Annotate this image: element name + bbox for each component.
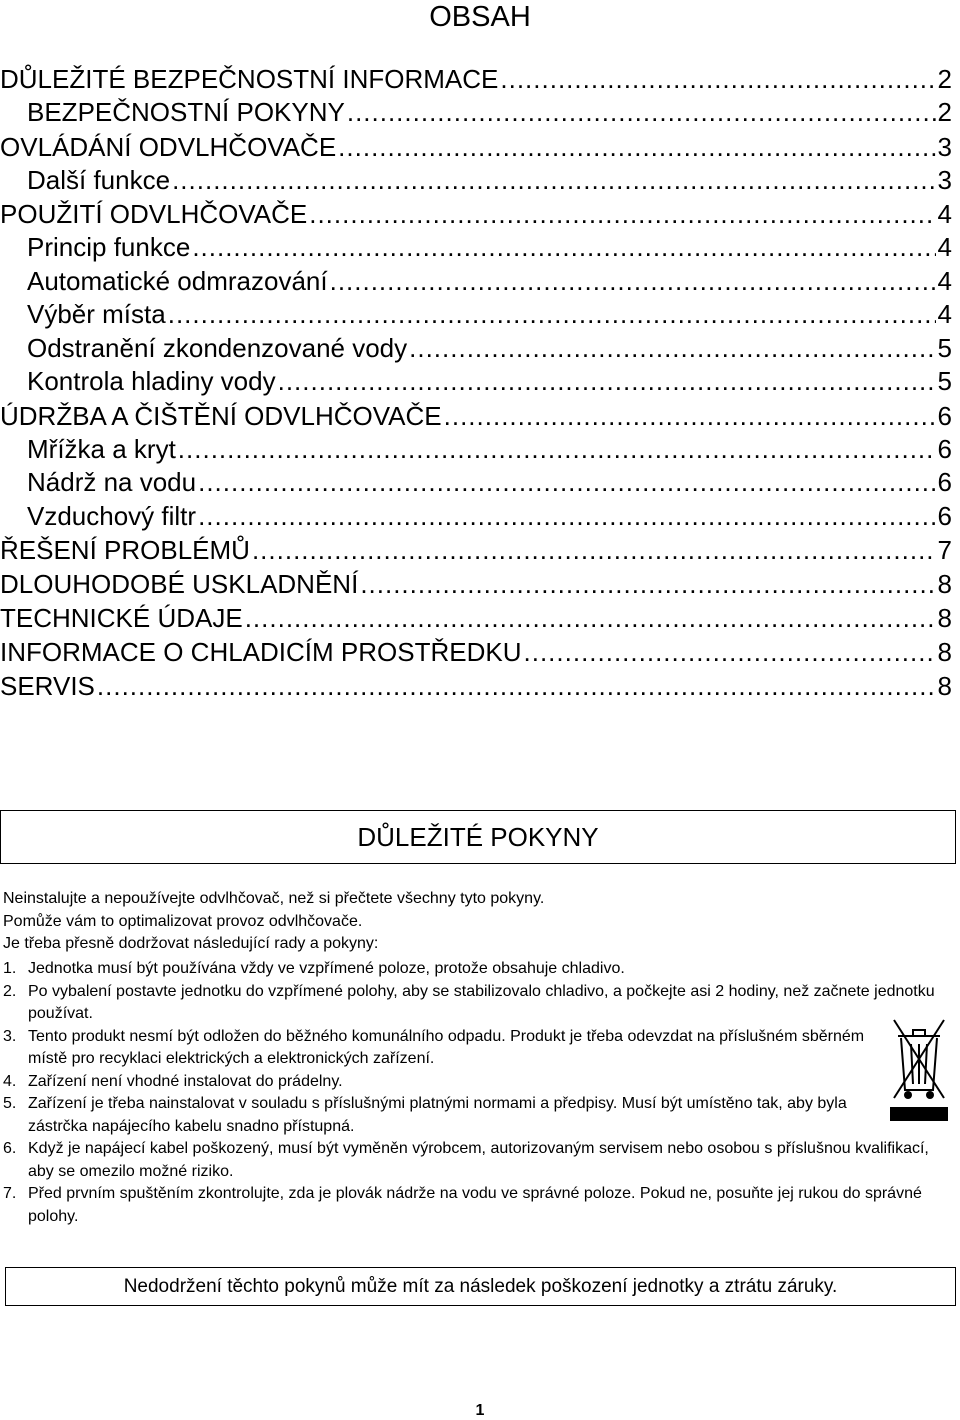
toc-leader-dots: [198, 466, 935, 500]
toc-entry-page: 4: [937, 232, 952, 262]
toc-entry[interactable]: [0, 399, 952, 433]
toc-entry[interactable]: [0, 466, 952, 500]
toc-entry-page: 8: [937, 569, 952, 599]
instruction-item: [0, 1138, 940, 1183]
toc-leader-dots: [409, 332, 935, 366]
toc-entry-label: Vzduchový filtr: [27, 500, 197, 531]
toc-entry-label: ÚDRŽBA A ČIŠTĚNÍ ODVLHČOVAČE: [0, 400, 442, 431]
toc-entry-label: Další funkce: [27, 164, 171, 195]
instruction-item: [0, 1026, 940, 1071]
toc-leader-dots: [347, 96, 936, 130]
instruction-text: Po vybalení postavte jednotku do vzpřímené polohy, aby se stabilizovalo chladivo, a počkejte asi 2 hodiny, než začnete jednotku používat.: [28, 982, 935, 1022]
toc-entry-label: DŮLEŽITÉ BEZPEČNOSTNÍ INFORMACE: [0, 64, 499, 94]
section-heading: DŮLEŽITÉ POKYNY: [0, 810, 956, 864]
instruction-text: Tento produkt nesmí být odložen do běžného komunálního odpadu. Produkt je třeba odevzdat na příslušném sběrném místě pro recyklaci elektrických a elektronických zařízení.: [28, 1027, 865, 1067]
toc-entry-page: 8: [937, 603, 952, 633]
toc-leader-dots: [338, 130, 935, 164]
instruction-text: Jednotka musí být používána vždy ve vzpřímené poloze, protože obsahuje chladivo.: [28, 960, 625, 977]
toc-entry-label: Automatické odmrazování: [27, 265, 328, 296]
warning-box: Nedodržení těchto pokynů může mít za následek poškození jednotky a ztrátu záruky.: [5, 1267, 956, 1306]
toc-entry-page: 5: [937, 366, 952, 396]
toc-entry-page: 6: [937, 400, 952, 431]
toc-leader-dots: [252, 533, 936, 567]
toc-entry-label: DLOUHODOBÉ USKLADNĚNÍ: [0, 569, 359, 599]
page-number: 1: [475, 1402, 485, 1419]
toc-entry-label: BEZPEČNOSTNÍ POKYNY: [27, 97, 345, 127]
instruction-text: Zařízení není vhodné instalovat do prádelny.: [28, 1072, 343, 1090]
toc-entry[interactable]: [0, 365, 952, 399]
toc-entry[interactable]: [0, 533, 952, 567]
toc-entry-label: Odstranění zkondenzované vody: [27, 332, 408, 363]
toc-entry-page: 7: [937, 535, 952, 565]
toc-leader-dots: [178, 433, 936, 467]
toc-entry-label: SERVIS: [0, 671, 95, 701]
toc-leader-dots: [172, 164, 935, 198]
instruction-number: 2.: [3, 982, 17, 1000]
toc-entry-label: ŘEŠENÍ PROBLÉMŮ: [0, 535, 250, 565]
instruction-number: 1.: [3, 960, 17, 977]
toc-entry-page: 8: [937, 637, 952, 667]
toc-entry[interactable]: [0, 500, 952, 534]
toc-entry-label: Výběr místa: [27, 299, 166, 329]
instruction-item: [0, 1071, 940, 1094]
toc-entry-page: 6: [937, 433, 952, 464]
toc-entry[interactable]: [0, 130, 952, 164]
instruction-item: [0, 981, 940, 1026]
toc-entry-label: Kontrola hladiny vody: [27, 366, 276, 396]
toc-entry-page: 3: [937, 131, 952, 162]
instruction-item: [0, 1093, 940, 1138]
toc-entry[interactable]: [0, 601, 952, 635]
toc-entry[interactable]: [0, 96, 952, 130]
toc-entry-page: 4: [937, 265, 952, 296]
toc-leader-dots: [192, 231, 935, 265]
toc-entry-page: 4: [937, 199, 952, 229]
toc-entry-page: 3: [937, 164, 952, 195]
toc-entry[interactable]: [0, 635, 952, 669]
toc-entry-label: Mřížka a kryt: [27, 433, 176, 464]
toc-entry-label: OVLÁDÁNÍ ODVLHČOVAČE: [0, 131, 337, 162]
toc-entry[interactable]: [0, 433, 952, 467]
instruction-number: 4.: [3, 1072, 17, 1090]
toc-entry-page: 2: [937, 64, 952, 94]
toc-entry-label: POUŽITÍ ODVLHČOVAČE: [0, 199, 308, 229]
toc-entry-label: Princip funkce: [27, 232, 191, 262]
instruction-text: Před prvním spuštěním zkontrolujte, zda je plovák nádrže na vodu ve správné poloze. Pokud ne, posuňte jej rukou do správné polohy.: [28, 1185, 922, 1225]
instruction-item: [0, 958, 940, 981]
crossed-out-wheeled-bin-icon: [888, 1018, 950, 1123]
toc-leader-dots: [330, 265, 936, 299]
toc-entry[interactable]: [0, 567, 952, 601]
toc-entry-label: Nádrž na vodu: [27, 467, 197, 497]
toc-entry[interactable]: [0, 669, 952, 703]
toc-leader-dots: [168, 298, 936, 332]
toc-entry-page: 6: [937, 467, 952, 497]
toc-entry-label: INFORMACE O CHLADICÍM PROSTŘEDKU: [0, 637, 522, 667]
page-title: OBSAH: [429, 1, 531, 33]
toc-entry[interactable]: [0, 62, 952, 96]
instruction-number: 3.: [3, 1027, 17, 1045]
instruction-number: 7.: [3, 1185, 17, 1202]
toc-entry[interactable]: [0, 231, 952, 265]
toc-leader-dots: [524, 635, 936, 669]
intro-text: [3, 888, 544, 956]
toc-entry-page: 8: [937, 671, 952, 701]
toc-entry[interactable]: [0, 164, 952, 198]
toc-leader-dots: [309, 197, 935, 231]
toc-entry-page: 2: [937, 97, 952, 127]
toc-leader-dots: [97, 669, 936, 703]
toc-entry-page: 6: [937, 500, 952, 531]
toc-entry[interactable]: [0, 265, 952, 299]
toc-leader-dots: [500, 62, 935, 96]
instruction-text: Když je napájecí kabel poškozený, musí být vyměněn výrobcem, autorizovaným servisem nebo osobou s příslušnou kvalifikací, aby se omezilo možné riziko.: [28, 1140, 929, 1180]
instruction-list: [0, 958, 940, 1228]
toc-entry[interactable]: [0, 298, 952, 332]
toc-entry[interactable]: [0, 197, 952, 231]
instruction-text: Zařízení je třeba nainstalovat v souladu s příslušnými platnými normami a předpisy. Musí být umístěno tak, aby byla zástrčka napájecího kabelu snadno přístupná.: [28, 1095, 847, 1135]
toc-leader-dots: [198, 500, 935, 534]
toc-leader-dots: [245, 601, 936, 635]
intro-line: Je třeba přesně dodržovat následující rady a pokyny:: [3, 935, 379, 952]
toc-leader-dots: [278, 365, 936, 399]
instruction-number: 6.: [3, 1140, 17, 1157]
toc-leader-dots: [444, 399, 936, 433]
toc-leader-dots: [360, 567, 935, 601]
instruction-number: 5.: [3, 1095, 17, 1112]
intro-line: Pomůže vám to optimalizovat provoz odvlhčovače.: [3, 912, 363, 930]
intro-line: Neinstalujte a nepoužívejte odvlhčovač, než si přečtete všechny tyto pokyny.: [3, 890, 545, 907]
instruction-item: [0, 1183, 940, 1228]
table-of-contents: [0, 62, 952, 703]
toc-entry-page: 4: [937, 299, 952, 329]
toc-entry[interactable]: [0, 332, 952, 366]
toc-entry-label: TECHNICKÉ ÚDAJE: [0, 603, 243, 633]
toc-entry-page: 5: [937, 332, 952, 363]
